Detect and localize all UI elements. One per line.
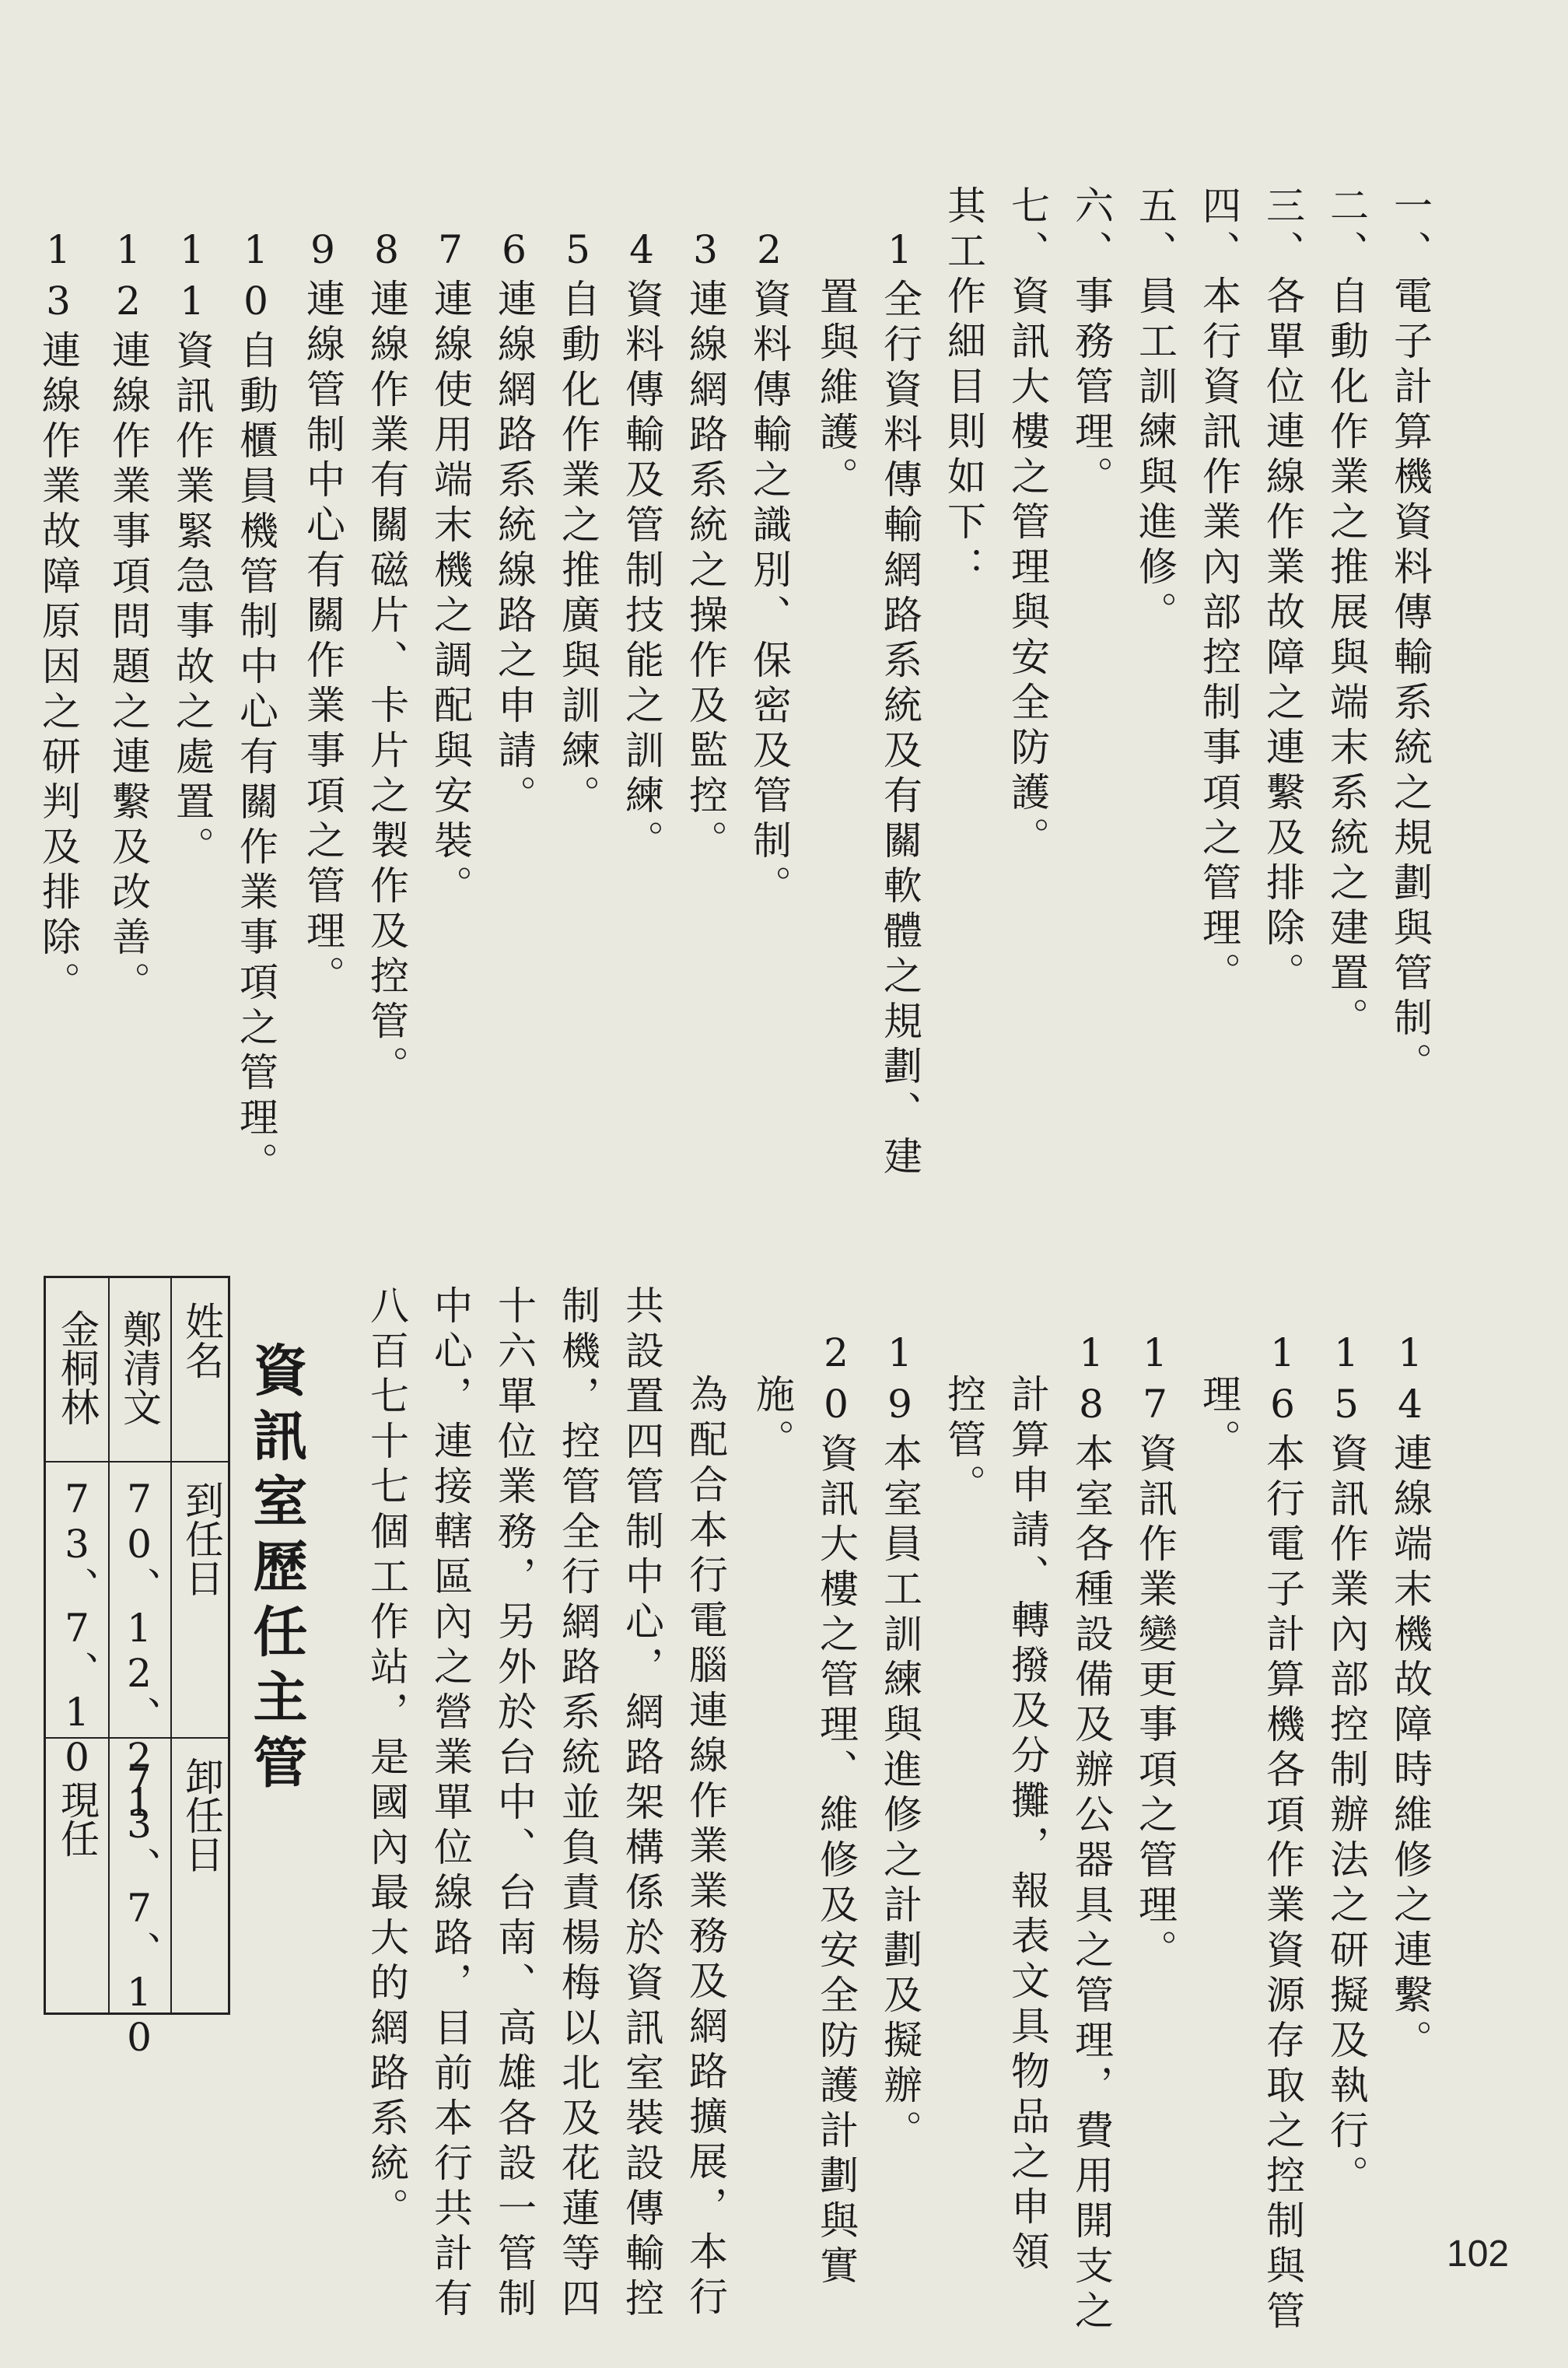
roster-name: 金桐林 bbox=[54, 1309, 100, 1426]
text-column: 五、員工訓練與進修。 bbox=[1132, 185, 1178, 636]
text-column: 17資訊作業變更事項之管理。 bbox=[1132, 1330, 1178, 1974]
text-column: 5自動化作業之推廣與訓練。 bbox=[555, 227, 600, 820]
text-column: 為配合本行電腦連線作業業務及網路擴展，本行 bbox=[683, 1374, 728, 2321]
roster-title: 資訊室歷任主管 bbox=[244, 1342, 309, 1799]
text-column: 理。 bbox=[1196, 1374, 1241, 1464]
roster-table bbox=[44, 1276, 230, 2060]
text-column: 中心，連接轄區內之營業單位線路，目前本行共計有 bbox=[428, 1285, 473, 2323]
text-column: 9連線管制中心有關作業事項之管理。 bbox=[300, 227, 345, 1000]
text-column: 12連線作業事項問題之連繫及改善。 bbox=[106, 227, 151, 1007]
text-column: 計算申請、轉撥及分攤，報表文具物品之申領 bbox=[1005, 1374, 1050, 2276]
roster-start-date: 73、7、10 bbox=[54, 1476, 100, 1780]
roster-end-date: 現任 bbox=[54, 1780, 100, 1858]
text-column: 二、自動化作業之推展與端末系統之建置。 bbox=[1324, 185, 1369, 1042]
text-column: 18本室各種設備及辦公器具之管理，費用開支之 bbox=[1069, 1330, 1114, 2335]
text-column: 其工作細目則如下： bbox=[941, 185, 986, 591]
text-column: 共設置四管制中心，網路架構係於資訊室裝設傳輸控 bbox=[619, 1285, 664, 2323]
text-column: 3連線網路系統之操作及監控。 bbox=[683, 227, 728, 865]
text-column: 14連線端末機故障時維修之連繫。 bbox=[1388, 1330, 1433, 2065]
text-column: 一、電子計算機資料傳輸系統之規劃與管制。 bbox=[1388, 185, 1433, 1088]
text-column: 15資訊作業內部控制辦法之研擬及執行。 bbox=[1324, 1330, 1369, 2200]
text-column: 七、資訊大樓之管理與安全防護。 bbox=[1005, 185, 1050, 862]
text-column: 八百七十七個工作站，是國內最大的網路系統。 bbox=[364, 1285, 409, 2233]
text-column: 六、事務管理。 bbox=[1069, 185, 1114, 501]
roster-header-name: 姓名 bbox=[179, 1301, 224, 1379]
text-column: 11資訊作業緊急事故之處置。 bbox=[170, 227, 215, 871]
text-column: 10自動櫃員機管制中心有關作業事項之管理。 bbox=[233, 227, 278, 1187]
text-column: 制機，控管全行網路系統並負責楊梅以北及花蓮等四 bbox=[555, 1285, 600, 2323]
roster-end-date: 73、7、10 bbox=[117, 1757, 162, 2060]
text-column: 4資料傳輸及管制技能之訓練。 bbox=[619, 227, 664, 865]
text-column: 7連線使用端末機之調配與安裝。 bbox=[428, 227, 473, 910]
page-number: 102 bbox=[1447, 2233, 1510, 2275]
text-column: 13連線作業故障原因之研判及排除。 bbox=[36, 227, 81, 1007]
text-column: 16本行電子計算機各項作業資源存取之控制與管 bbox=[1260, 1330, 1305, 2335]
roster-header-end: 卸任日 bbox=[179, 1757, 224, 1873]
text-column: 2資料傳輸之識別、保密及管制。 bbox=[747, 227, 792, 910]
text-column: 20資訊大樓之管理、維修及安全防護計劃與實 bbox=[814, 1330, 859, 2290]
text-column: 施。 bbox=[750, 1374, 795, 1464]
text-column: 19本室員工訓練與進修之計劃及擬辦。 bbox=[877, 1330, 922, 2155]
text-column: 置與維護。 bbox=[814, 276, 859, 502]
text-column: 1全行資料傳輸網路系統及有關軟體之規劃、建 bbox=[877, 227, 922, 1181]
text-column: 控管。 bbox=[941, 1374, 986, 1509]
text-column: 8連線作業有關磁片、卡片之製作及控管。 bbox=[364, 227, 409, 1091]
text-column: 6連線網路系統線路之申請。 bbox=[492, 227, 537, 820]
text-column: 三、各單位連線作業故障之連繫及排除。 bbox=[1260, 185, 1305, 997]
roster-header-start: 到任日 bbox=[179, 1480, 224, 1597]
roster-name: 鄭清文 bbox=[117, 1309, 162, 1426]
roster-start-date: 70、12、21 bbox=[117, 1476, 162, 1825]
text-column: 四、本行資訊作業內部控制事項之管理。 bbox=[1196, 185, 1241, 997]
text-column: 十六單位業務，另外於台中、台南、高雄各設一管制 bbox=[492, 1285, 537, 2323]
